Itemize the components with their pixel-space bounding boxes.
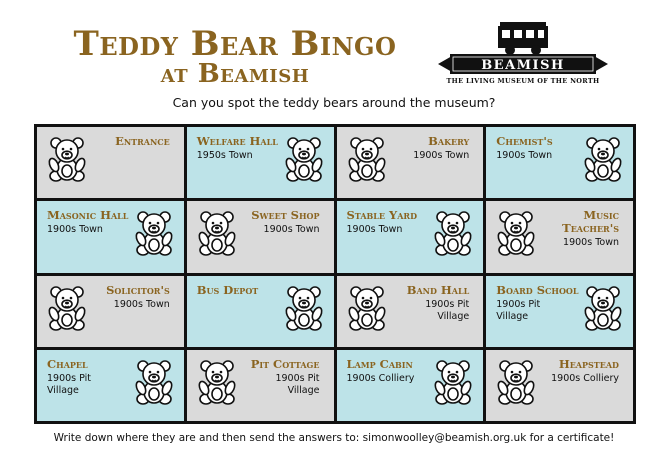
- teddy-bear-icon: [284, 285, 324, 333]
- location-area: 1900s Pit Village: [496, 298, 541, 322]
- beamish-logo: [438, 20, 608, 90]
- location-name: Band Hall: [406, 282, 470, 297]
- bingo-cell: [37, 350, 184, 421]
- teddy-bear-icon: [47, 285, 87, 333]
- bingo-cell: [37, 276, 184, 347]
- bingo-cell: [37, 201, 184, 272]
- bingo-cell: [337, 350, 484, 421]
- location-name: Bakery: [428, 134, 470, 148]
- teddy-bear-icon: [197, 359, 237, 407]
- location-name: Lamp Cabin: [346, 356, 413, 371]
- location-area: 1900s Colliery: [551, 372, 619, 384]
- teddy-bear-icon: [134, 210, 174, 258]
- location-name: Music Teacher's: [562, 208, 619, 236]
- location-area: 1900s Town: [413, 150, 470, 161]
- bingo-cell: [337, 127, 484, 198]
- bingo-cell: [337, 276, 484, 347]
- teddy-bear-icon: [433, 210, 473, 258]
- location-area: 1900s Town: [47, 224, 103, 236]
- bingo-cell: [37, 127, 184, 198]
- tram-icon: [438, 20, 608, 78]
- bingo-cell: [187, 201, 334, 272]
- location-area: 1900s Pit Village: [47, 372, 92, 396]
- bingo-cell: [486, 201, 633, 272]
- bingo-cell: [187, 350, 334, 421]
- teddy-bear-icon: [496, 359, 536, 407]
- location-name: Bus Depot: [196, 282, 259, 297]
- bingo-cell: [337, 201, 484, 272]
- bingo-grid: [34, 124, 636, 424]
- location-name: Chapel: [47, 356, 88, 371]
- location-area: 1900s Colliery: [346, 372, 415, 384]
- teddy-bear-icon: [583, 136, 623, 184]
- teddy-bear-icon: [134, 359, 174, 407]
- teddy-bear-icon: [496, 210, 536, 258]
- location-name: Welfare Hall: [196, 134, 278, 148]
- bingo-cell: [486, 127, 633, 198]
- location-area: 1900s Town: [346, 224, 403, 236]
- location-name: Chemist's: [496, 134, 553, 148]
- location-area: 1900s Town: [496, 150, 553, 161]
- title-line-2: at Beamish: [160, 59, 310, 89]
- location-area: 1900s Pit Village: [275, 372, 320, 396]
- teddy-bear-icon: [583, 285, 623, 333]
- teddy-bear-icon: [347, 136, 387, 184]
- teddy-bear-icon: [47, 136, 87, 184]
- logo-tagline: THE LIVING MUSEUM OF THE NORTH: [446, 77, 600, 85]
- location-area: 1900s Town: [263, 224, 320, 236]
- location-name: Stable Yard: [346, 208, 418, 223]
- bingo-cell: [187, 276, 334, 347]
- footer-instructions: Write down where they are and then send the answers to: simonwoolley@beamish.org.uk for a certificate!: [53, 432, 615, 444]
- teddy-bear-icon: [347, 285, 387, 333]
- location-area: 1950s Town: [196, 150, 253, 161]
- bingo-cell: [486, 350, 633, 421]
- location-name: Board School: [496, 282, 579, 297]
- location-area: 1900s Town: [563, 237, 619, 249]
- teddy-bear-icon: [197, 210, 237, 258]
- title-line-1: Teddy Bear Bingo: [73, 24, 397, 64]
- location-area: 1900s Pit Village: [425, 298, 470, 322]
- bingo-cell: [187, 127, 334, 198]
- location-name: Pit Cottage: [250, 356, 320, 371]
- teddy-bear-icon: [433, 359, 473, 407]
- location-name: Heapstead: [558, 356, 619, 371]
- location-name: Masonic Hall: [47, 208, 129, 223]
- teddy-bear-icon: [284, 136, 324, 184]
- location-name: Sweet Shop: [251, 208, 320, 223]
- location-name: Entrance: [115, 134, 170, 148]
- location-name: Solicitor's: [106, 282, 170, 297]
- subtitle: Can you spot the teddy bears around the museum?: [172, 95, 496, 110]
- location-area: 1900s Town: [113, 298, 170, 310]
- logo-wordmark: BEAMISH: [481, 58, 565, 73]
- bingo-cell: [486, 276, 633, 347]
